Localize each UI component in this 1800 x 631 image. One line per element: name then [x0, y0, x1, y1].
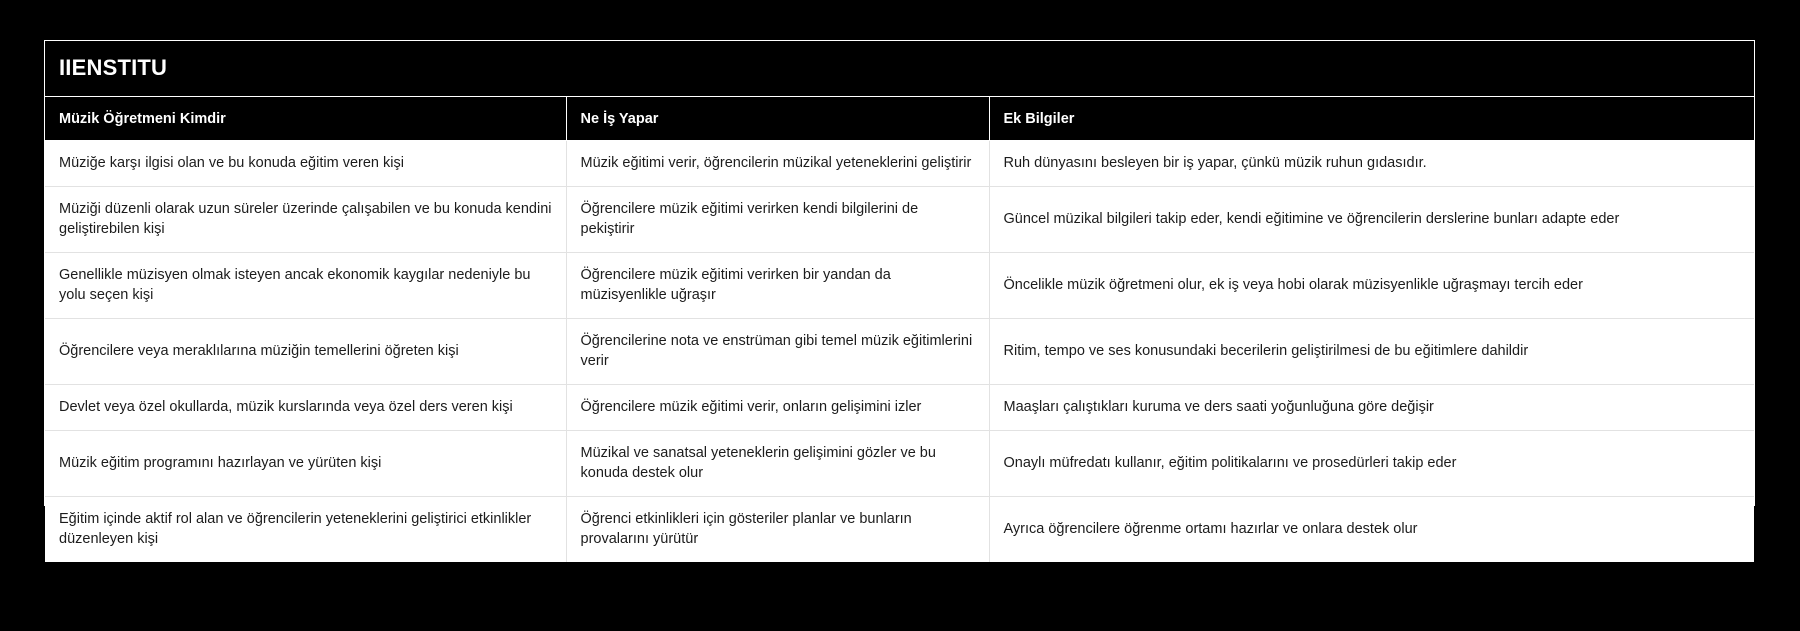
table-row — [45, 141, 1754, 187]
table-row — [45, 496, 1754, 562]
cell-who: Devlet veya özel okullarda, müzik kurslarında veya özel ders veren kişi — [45, 385, 566, 431]
cell-what: Müzikal ve sanatsal yeteneklerin gelişimini gözler ve bu konuda destek olur — [566, 430, 989, 496]
cell-who: Öğrencilere veya meraklılarına müziğin temellerini öğreten kişi — [45, 318, 566, 384]
cell-who: Müzik eğitim programını hazırlayan ve yürüten kişi — [45, 430, 566, 496]
brand-logo-text: IIENSTITU — [59, 55, 168, 80]
table-body — [45, 141, 1754, 562]
table-head — [45, 41, 1754, 141]
table-row — [45, 252, 1754, 318]
cell-extra: Onaylı müfredatı kullanır, eğitim politikalarını ve prosedürleri takip eder — [989, 430, 1754, 496]
table-row — [45, 430, 1754, 496]
cell-what: Öğrenci etkinlikleri için gösteriler planlar ve bunların provalarını yürütür — [566, 496, 989, 562]
brand-cell — [45, 41, 1754, 97]
column-header-extra: Ek Bilgiler — [989, 97, 1754, 141]
column-header-what: Ne İş Yapar — [566, 97, 989, 141]
brand-row — [45, 41, 1754, 97]
cell-extra: Öncelikle müzik öğretmeni olur, ek iş veya hobi olarak müzisyenlikle uğraşmayı tercih eder — [989, 252, 1754, 318]
column-header-who: Müzik Öğretmeni Kimdir — [45, 97, 566, 141]
cell-what: Öğrencilere müzik eğitimi verir, onların gelişimini izler — [566, 385, 989, 431]
cell-who: Eğitim içinde aktif rol alan ve öğrencilerin yeteneklerini geliştirici etkinlikler düzenleyen kişi — [45, 496, 566, 562]
column-header-row — [45, 97, 1754, 141]
table-row — [45, 385, 1754, 431]
cell-extra: Maaşları çalıştıkları kuruma ve ders saati yoğunluğuna göre değişir — [989, 385, 1754, 431]
info-table-container — [44, 40, 1755, 548]
cell-what: Öğrencilere müzik eğitimi verirken bir yandan da müzisyenlikle uğraşır — [566, 252, 989, 318]
cell-extra: Güncel müzikal bilgileri takip eder, kendi eğitimine ve öğrencilerin derslerine bunları adapte eder — [989, 186, 1754, 252]
cell-extra: Ayrıca öğrencilere öğrenme ortamı hazırlar ve onlara destek olur — [989, 496, 1754, 562]
music-teacher-info-table — [45, 41, 1754, 562]
table-row — [45, 318, 1754, 384]
cell-what: Öğrencilere müzik eğitimi verirken kendi bilgilerini de pekiştirir — [566, 186, 989, 252]
cell-extra: Ritim, tempo ve ses konusundaki becerilerin geliştirilmesi de bu eğitimlere dahildir — [989, 318, 1754, 384]
cell-who: Müziğe karşı ilgisi olan ve bu konuda eğitim veren kişi — [45, 141, 566, 187]
cell-what: Müzik eğitimi verir, öğrencilerin müzikal yeteneklerini geliştirir — [566, 141, 989, 187]
cell-who: Genellikle müzisyen olmak isteyen ancak ekonomik kaygılar nedeniyle bu yolu seçen kişi — [45, 252, 566, 318]
table-row — [45, 186, 1754, 252]
cell-who: Müziği düzenli olarak uzun süreler üzerinde çalışabilen ve bu konuda kendini geliştirebilen kişi — [45, 186, 566, 252]
cell-what: Öğrencilerine nota ve enstrüman gibi temel müzik eğitimlerini verir — [566, 318, 989, 384]
cell-extra: Ruh dünyasını besleyen bir iş yapar, çünkü müzik ruhun gıdasıdır. — [989, 141, 1754, 187]
